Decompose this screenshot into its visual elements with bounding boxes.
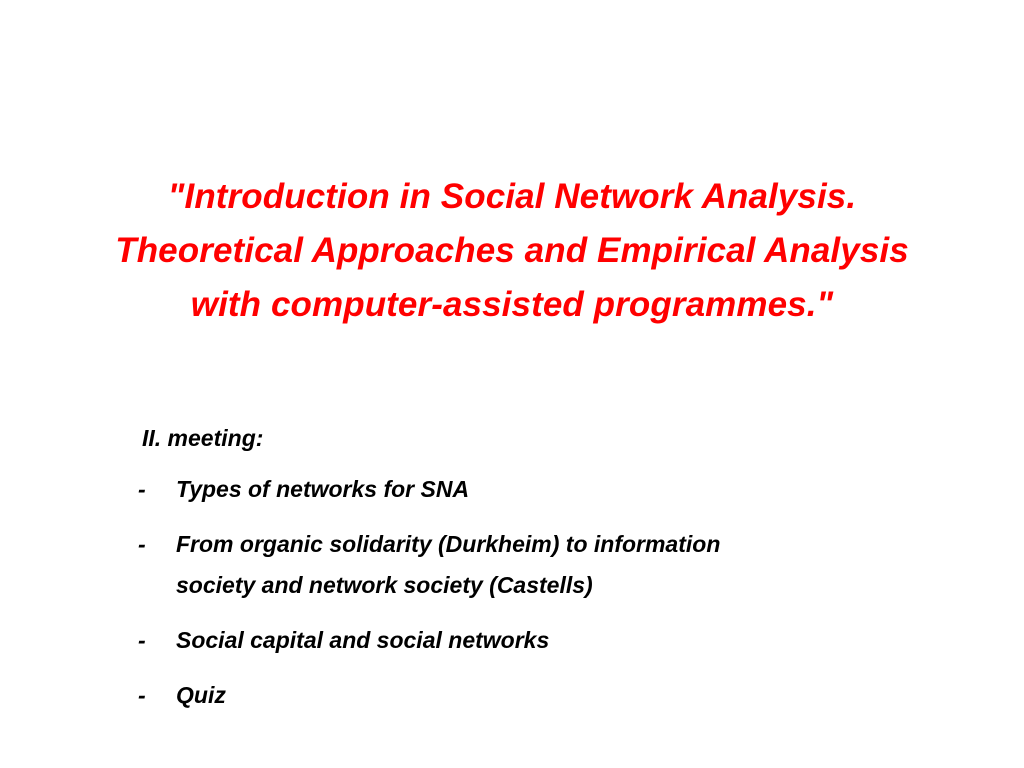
list-item bbox=[138, 524, 898, 606]
bullet-marker-icon: - bbox=[138, 476, 146, 502]
list-item bbox=[138, 469, 898, 510]
list-item-label: Quiz bbox=[176, 682, 226, 708]
bullet-marker-icon: - bbox=[138, 531, 146, 557]
meeting-label: II. meeting: bbox=[142, 425, 264, 451]
list-item-label: Types of networks for SNA bbox=[176, 476, 470, 502]
list-item bbox=[138, 620, 898, 661]
bullet-list bbox=[138, 469, 898, 716]
page-title: "Introduction in Social Network Analysis. Theoretical Approaches and Empirical Analysis with computer-assisted programmes." bbox=[115, 177, 909, 324]
list-item-label: Social capital and social networks bbox=[176, 627, 550, 653]
body-block bbox=[138, 423, 898, 730]
title-block bbox=[112, 170, 912, 332]
list-item-label: From organic solidarity (Durkheim) to information society and network society (Castells) bbox=[176, 531, 721, 598]
bullet-marker-icon: - bbox=[138, 627, 146, 653]
bullet-marker-icon: - bbox=[138, 682, 146, 708]
list-item bbox=[138, 675, 898, 716]
